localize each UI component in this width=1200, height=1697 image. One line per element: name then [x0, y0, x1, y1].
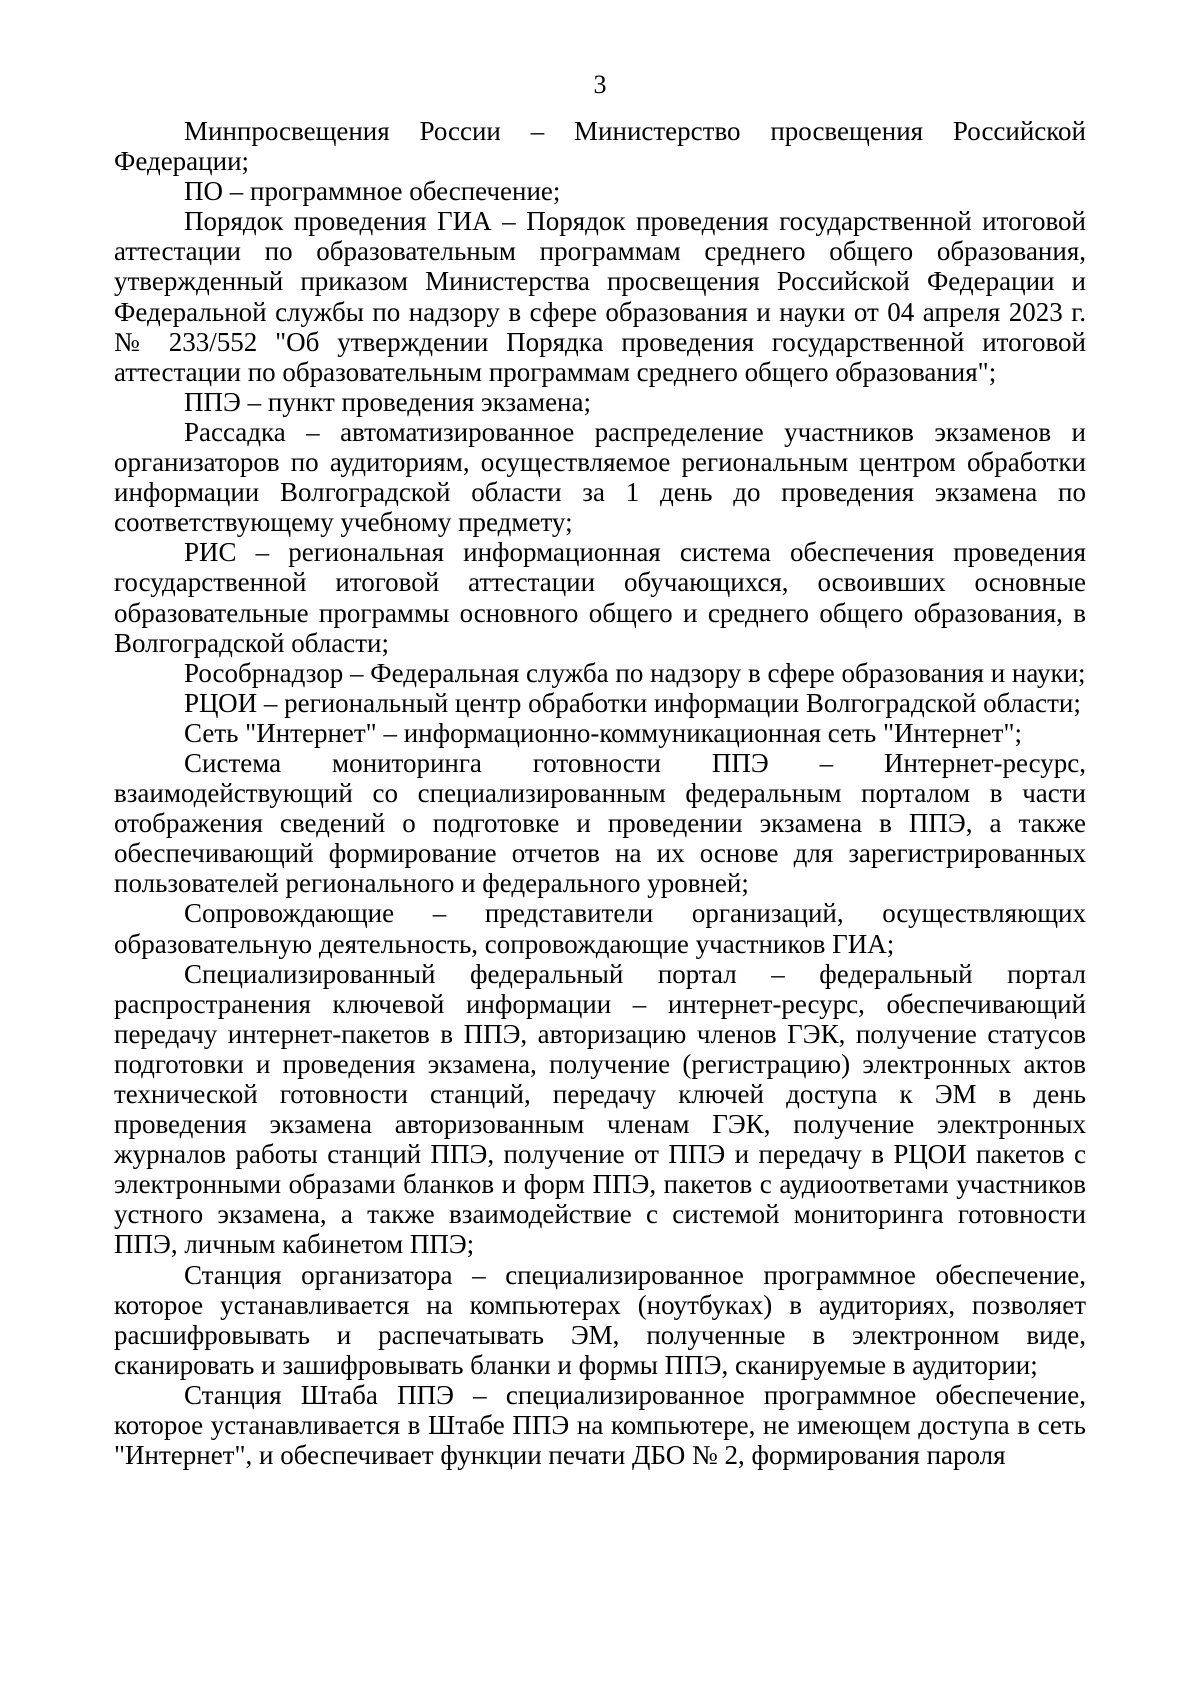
- definition-paragraph: Станция организатора – специализированное программное обеспечение, которое устанавливается на компьютерах (ноутбуках) в аудиториях, позволяет расшифровывать и распечатывать ЭМ, полученные в электронном виде, сканировать и зашифровывать бланки и формы ППЭ, сканируемые в аудитории;: [114, 1259, 1086, 1380]
- definition-paragraph: Сопровождающие – представители организаций, осуществляющих образовательную деятельность, сопровождающие участников ГИА;: [114, 898, 1086, 959]
- definition-paragraph: РЦОИ – региональный центр обработки информации Волгоградской области;: [184, 687, 1081, 718]
- definition-paragraph: ППЭ – пункт проведения экзамена;: [184, 386, 591, 417]
- definition-paragraph: Рособрнадзор – Федеральная служба по надзору в сфере образования и науки;: [184, 657, 1086, 688]
- definition-paragraph: РИС – региональная информационная система обеспечения проведения государственной итоговой аттестации обучающихся, освоивших основные образовательные программы основного общего и среднего общего образования, в Волгоградской области;: [114, 537, 1086, 658]
- definition-paragraph: Станция Штаба ППЭ – специализированное программное обеспечение, которое устанавливается в Штабе ППЭ на компьютере, не имеющем доступа в сеть "Интернет", и обеспечивает функции печати ДБО № 2, формирования пароля: [114, 1379, 1086, 1471]
- definition-paragraph: Рассадка – автоматизированное распределение участников экзаменов и организаторов по аудиториям, осуществляемое региональным центром обработки информации Волгоградской области за 1 день до проведения экзамена по соответствующему учебному предмету;: [114, 416, 1086, 538]
- definition-paragraph: Минпросвещения России – Министерство просвещения Российской Федерации;: [114, 116, 1086, 177]
- definition-paragraph: ПО – программное обеспечение;: [184, 176, 561, 207]
- definition-paragraph: Порядок проведения ГИА – Порядок проведения государственной итоговой аттестации по образовательным программам среднего общего образования, утвержденный приказом Министерства просвещения Российской Федерации и Федеральной службы по надзору в сфере образования и науки от 04 апреля 2023 г. № 233/552 "Об утверждении Порядка проведения государственной итоговой аттестации по образовательным программам среднего общего образования";: [114, 206, 1086, 387]
- definition-paragraph: Система мониторинга готовности ППЭ – Интернет-ресурс, взаимодействующий со специализированным федеральным порталом в части отображения сведений о подготовке и проведении экзамена в ППЭ, а также обеспечивающий формирование отчетов на их основе для зарегистрированных пользователей регионального и федерального уровней;: [114, 747, 1086, 899]
- definition-paragraph: Специализированный федеральный портал – федеральный портал распространения ключевой информации – интернет-ресурс, обеспечивающий передачу интернет-пакетов в ППЭ, авторизацию членов ГЭК, получение статусов подготовки и проведения экзамена, получение (регистрацию) электронных актов технической готовности станций, передачу ключей доступа к ЭМ в день проведения экзамена авторизованным членам ГЭК, получение электронных журналов работы станций ППЭ, получение от ППЭ и передачу в РЦОИ пакетов с электронными образами бланков и форм ППЭ, пакетов с аудиоответами участников устного экзамена, а также взаимодействие с системой мониторинга готовности ППЭ, личным кабинетом ППЭ;: [114, 958, 1086, 1260]
- page-number: 3: [593, 70, 607, 99]
- document-body: [114, 116, 1086, 1470]
- definition-paragraph: Сеть "Интернет" – информационно-коммуникационная сеть "Интернет";: [184, 717, 1022, 748]
